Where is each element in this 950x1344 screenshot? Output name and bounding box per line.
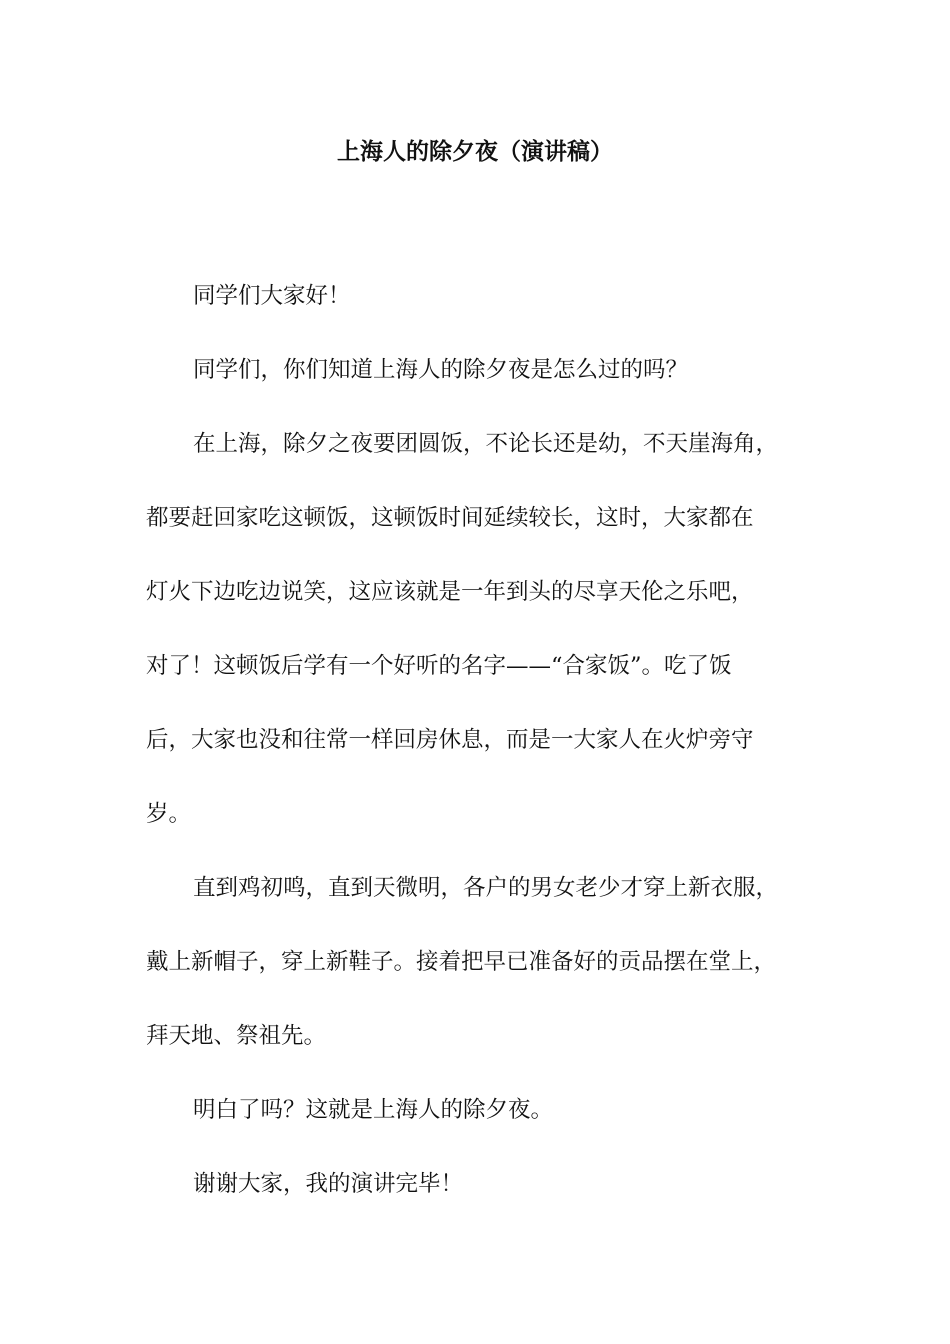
text-line: 直到鸡初鸣，直到天微明，各户的男女老少才穿上新衣服，: [193, 875, 779, 901]
text-line: 同学们，你们知道上海人的除夕夜是怎么过的吗？: [193, 357, 689, 383]
text-line: 都要赶回家吃这顿饭，这顿饭时间延续较长，这时，大家都在: [146, 505, 754, 531]
document-title: 上海人的除夕夜（演讲稿）: [337, 138, 613, 165]
text-line: 在上海，除夕之夜要团圆饭，不论长还是幼，不天崖海角，: [193, 431, 779, 457]
text-line: 拜天地、祭祖先。: [146, 1023, 327, 1049]
text-line: 戴上新帽子，穿上新鞋子。接着把早已准备好的贡品摆在堂上，: [146, 949, 777, 975]
text-line: 谢谢大家，我的演讲完毕！: [193, 1171, 464, 1197]
text-line: 灯火下边吃边说笑，这应该就是一年到头的尽享天伦之乐吧，: [146, 579, 754, 605]
speech-body: [146, 259, 818, 1221]
text-line: 对了！这顿饭后学有一个好听的名字——“合家饭”。吃了饭: [146, 653, 732, 679]
text-line: 明白了吗？这就是上海人的除夕夜。: [193, 1097, 554, 1123]
text-line: 同学们大家好！: [193, 283, 351, 309]
text-line: 后，大家也没和往常一样回房休息，而是一大家人在火炉旁守: [146, 727, 754, 753]
text-line: 岁。: [146, 801, 192, 827]
